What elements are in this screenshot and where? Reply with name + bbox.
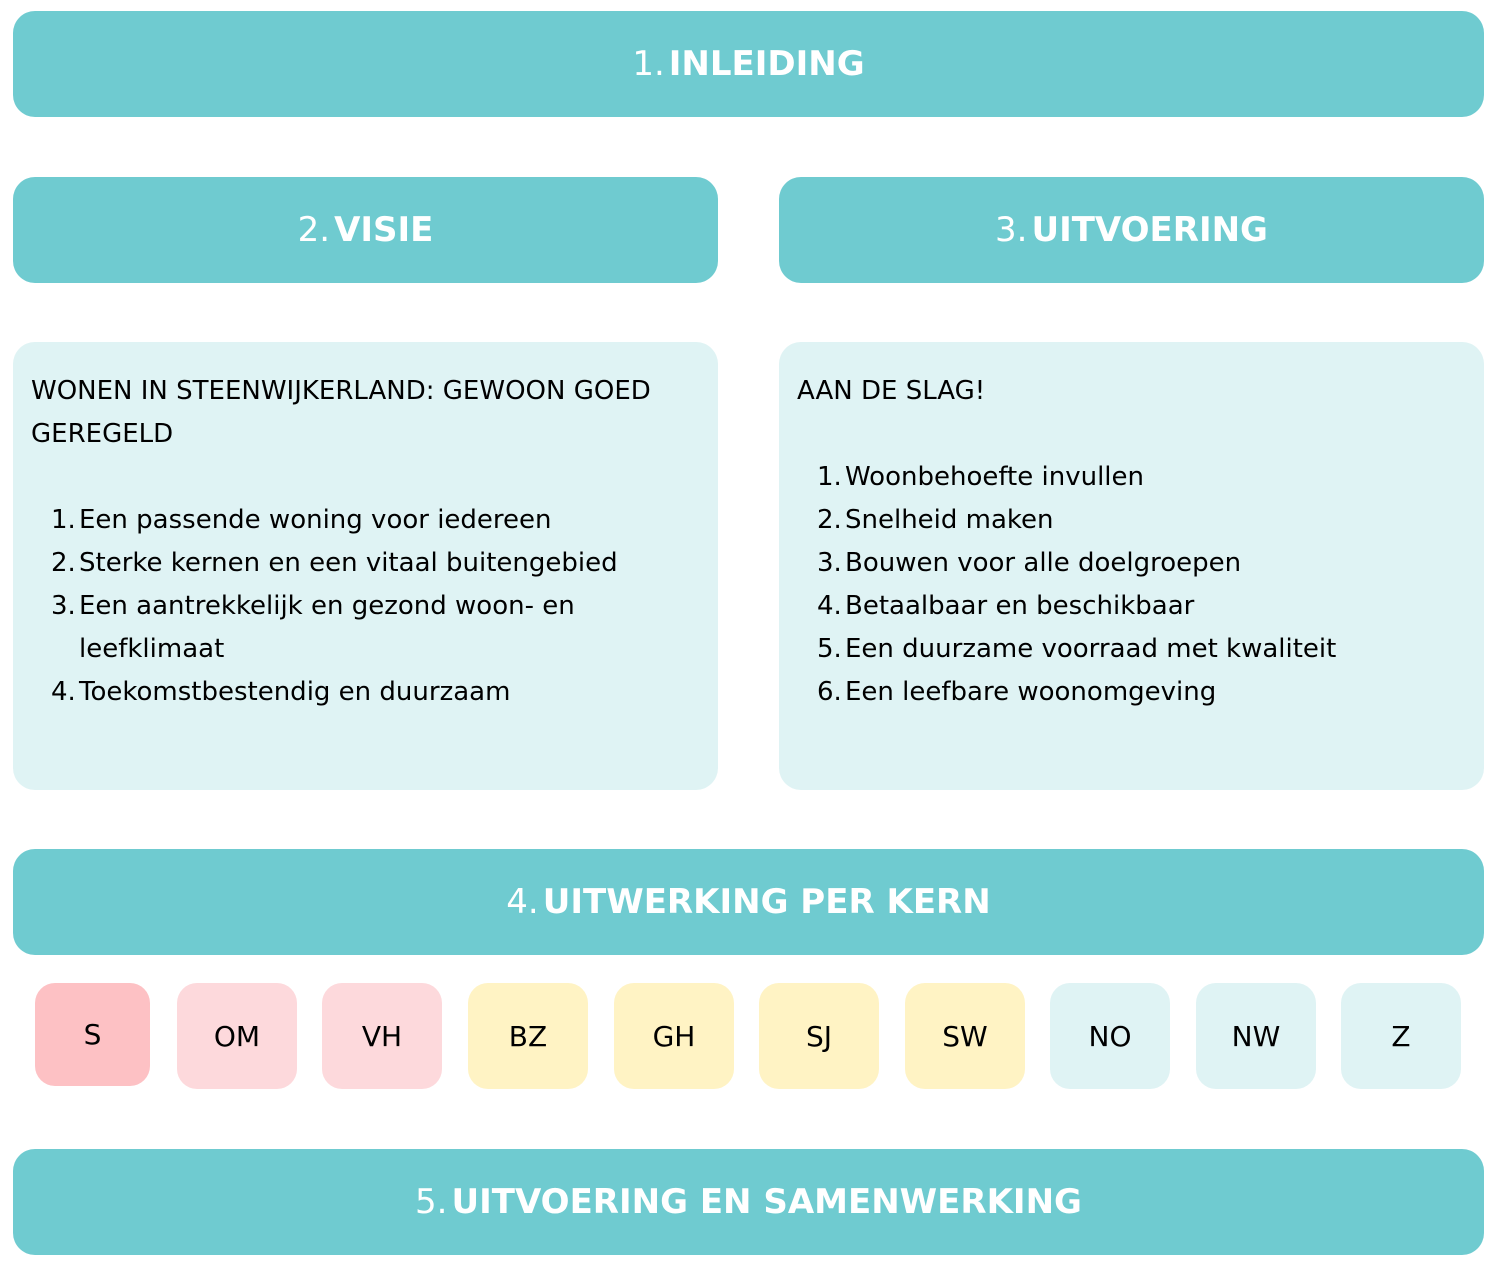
section-inleiding	[13, 11, 1484, 117]
list-item-text: Een leefbare woonomgeving	[845, 677, 1217, 707]
list-item-number: 4.	[51, 677, 76, 707]
kern-badge-sw: SW	[905, 983, 1025, 1089]
list-item-text: Betaalbaar en beschikbaar	[845, 591, 1195, 621]
kern-badge-bz: BZ	[468, 983, 588, 1089]
visie-list	[31, 499, 700, 714]
list-item	[817, 628, 1466, 671]
list-item	[51, 542, 700, 585]
list-item-text: Toekomstbestendig en duurzaam	[79, 677, 511, 707]
list-item-number: 5.	[817, 634, 842, 664]
section-title: UITVOERING	[1031, 210, 1268, 250]
section-title: VISIE	[334, 210, 434, 250]
section-title: INLEIDING	[668, 44, 865, 84]
list-item-text: Een passende woning voor iedereen	[79, 505, 552, 535]
list-item-number: 2.	[51, 548, 76, 578]
section-number: 3.	[995, 210, 1028, 250]
section-number: 5.	[415, 1182, 448, 1222]
kern-badge-no: NO	[1050, 983, 1170, 1089]
list-item-number: 6.	[817, 677, 842, 707]
list-item	[51, 585, 700, 671]
section-uitwerking-per-kern	[13, 849, 1484, 955]
kern-badge-sj: SJ	[759, 983, 879, 1089]
kern-badge-vh: VH	[322, 983, 442, 1089]
list-item-text: Een aantrekkelijk en gezond woon- en leefklimaat	[79, 591, 575, 664]
uitvoering-list	[797, 456, 1466, 714]
list-item-text: Bouwen voor alle doelgroepen	[845, 548, 1242, 578]
kern-badge-gh: GH	[614, 983, 734, 1089]
section-title: UITVOERING EN SAMENWERKING	[451, 1182, 1082, 1222]
section-uitvoering	[779, 177, 1484, 283]
list-item	[51, 671, 700, 714]
uitvoering-panel	[779, 342, 1484, 790]
list-item-number: 4.	[817, 591, 842, 621]
visie-panel	[13, 342, 718, 790]
visie-panel-title: WONEN IN STEENWIJKERLAND: GEWOON GOED GEREGELD	[31, 376, 651, 449]
list-item-text: Snelheid maken	[845, 505, 1054, 535]
list-item-text: Een duurzame voorraad met kwaliteit	[845, 634, 1337, 664]
list-item-number: 1.	[51, 505, 76, 535]
list-item	[817, 542, 1466, 585]
section-number: 4.	[506, 882, 539, 922]
section-title: UITWERKING PER KERN	[542, 882, 991, 922]
list-item-number: 2.	[817, 505, 842, 535]
section-visie	[13, 177, 718, 283]
list-item	[817, 671, 1466, 714]
kern-badge-s: S	[35, 983, 150, 1086]
list-item	[817, 585, 1466, 628]
kern-badge-om: OM	[177, 983, 297, 1089]
section-number: 1.	[632, 44, 665, 84]
list-item-text: Woonbehoefte invullen	[845, 462, 1144, 492]
uitvoering-panel-title: AAN DE SLAG!	[797, 376, 986, 406]
list-item	[817, 456, 1466, 499]
list-item-text: Sterke kernen en een vitaal buitengebied	[79, 548, 618, 578]
section-uitvoering-en-samenwerking	[13, 1149, 1484, 1255]
kern-badge-nw: NW	[1196, 983, 1316, 1089]
kern-badge-z: Z	[1341, 983, 1461, 1089]
list-item-number: 1.	[817, 462, 842, 492]
list-item	[817, 499, 1466, 542]
list-item	[51, 499, 700, 542]
section-number: 2.	[297, 210, 331, 250]
list-item-number: 3.	[51, 591, 76, 621]
list-item-number: 3.	[817, 548, 842, 578]
